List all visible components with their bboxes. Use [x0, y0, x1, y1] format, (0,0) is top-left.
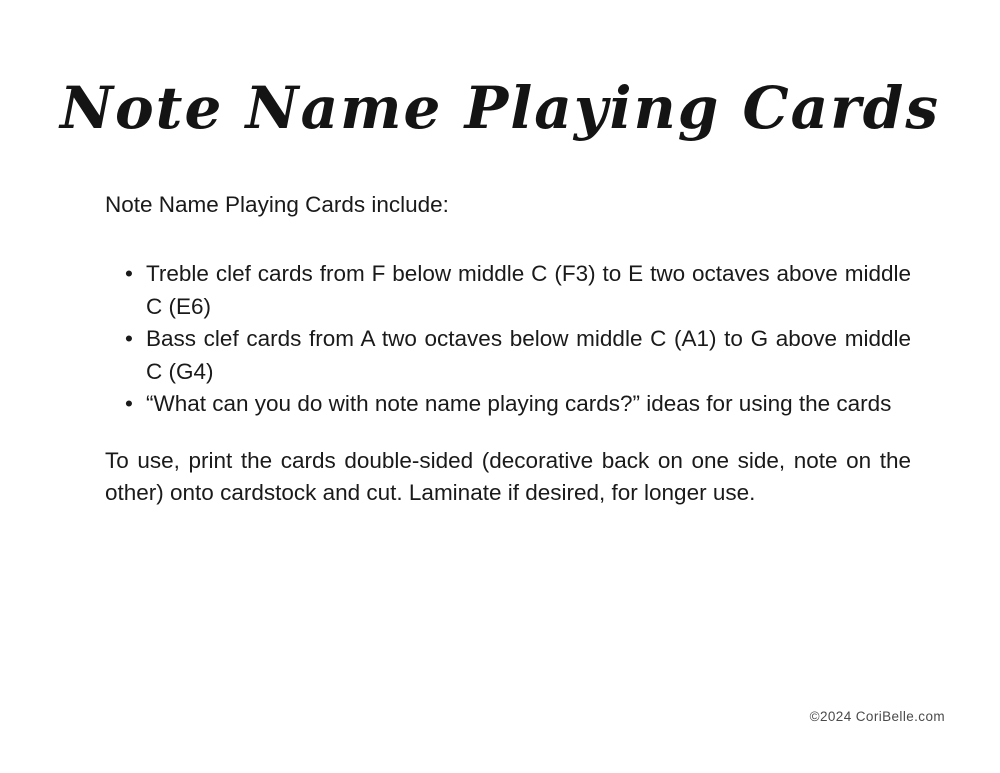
bullet-list	[105, 258, 911, 421]
usage-paragraph: To use, print the cards double-sided (decorative back on one side, note on the other) onto cardstock and cut. Laminate if desired, for longer use.	[105, 447, 911, 505]
list-item: • Treble clef cards from F below middle C (F3) to E two octaves above middle C (E6)	[105, 258, 911, 323]
page-title: Note Name Playing Cards	[59, 74, 941, 142]
document-body	[105, 190, 911, 510]
list-item: • Bass clef cards from A two octaves below middle C (A1) to G above middle C (G4)	[105, 323, 911, 388]
copyright-text: ©2024 CoriBelle.com	[809, 709, 945, 724]
intro-text: Note Name Playing Cards include:	[105, 192, 449, 217]
list-item: • “What can you do with note name playing cards?” ideas for using the cards	[105, 388, 911, 421]
